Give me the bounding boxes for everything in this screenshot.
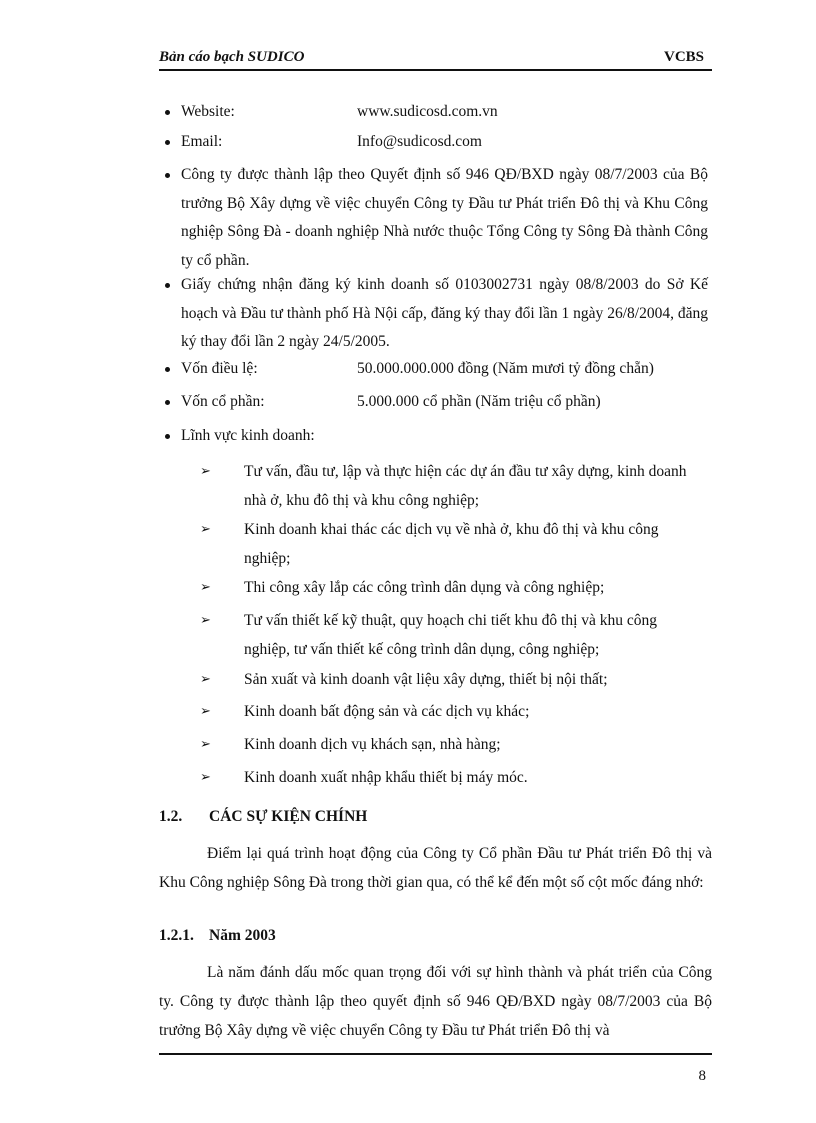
business-line-item (200, 573, 690, 602)
bullet-icon (165, 173, 170, 178)
email-value: Info@sudicosd.com (357, 133, 482, 150)
business-line-text: Tư vấn, đầu tư, lập và thực hiện các dự án đầu tư xây dựng, kinh doanh nhà ở, khu đô thị và khu công nghiệp; (244, 463, 687, 509)
bullet-icon (165, 140, 170, 145)
website-item (159, 98, 498, 127)
business-line-text: Kinh doanh dịch vụ khách sạn, nhà hàng; (244, 736, 501, 753)
bullet-icon (165, 110, 170, 115)
business-line-item (200, 515, 690, 573)
arrow-bullet-icon: ➢ (200, 672, 211, 687)
section-paragraph-text: Điểm lại quá trình hoạt động của Công ty Cổ phần Đầu tư Phát triển Đô thị và Khu Công nghiệp Sông Đà trong thời gian qua, có thể kể đến một số cột mốc đáng nhớ: (159, 845, 712, 891)
charter-capital-label: Vốn điều lệ: (181, 360, 258, 377)
section-number: 1.2. (159, 808, 183, 825)
arrow-bullet-icon: ➢ (200, 770, 211, 785)
business-line-item (200, 665, 690, 694)
bullet-icon (165, 400, 170, 405)
establishment-item (159, 161, 708, 275)
arrow-bullet-icon: ➢ (200, 464, 211, 479)
bullet-icon (165, 283, 170, 288)
business-line-text: Tư vấn thiết kế kỹ thuật, quy hoạch chi tiết khu đô thị và khu công nghiệp, tư vấn thiết kế công trình dân dụng, công nghiệp; (244, 612, 658, 658)
arrow-bullet-icon: ➢ (200, 580, 211, 595)
website-label: Website: (181, 103, 235, 120)
page-number: 8 (698, 1068, 706, 1084)
section-heading (159, 808, 367, 826)
business-line-item (200, 697, 690, 726)
business-line-item (200, 730, 690, 759)
business-lines-item (159, 422, 315, 451)
business-line-text: Kinh doanh khai thác các dịch vụ về nhà ở, khu đô thị và khu công nghiệp; (244, 521, 659, 567)
email-label: Email: (181, 133, 223, 150)
business-line-text: Sản xuất và kinh doanh vật liệu xây dựng, thiết bị nội thất; (244, 671, 608, 688)
page-header (159, 49, 712, 71)
charter-capital-item (159, 355, 654, 384)
subsection-heading (159, 927, 276, 945)
arrow-bullet-icon: ➢ (200, 704, 211, 719)
establishment-text: Công ty được thành lập theo Quyết định số 946 QĐ/BXD ngày 08/7/2003 của Bộ trưởng Bộ Xây dựng về việc chuyển Công ty Đầu tư Phát triển Đô thị và Khu Công nghiệp Sông Đà - doanh nghiệp Nhà nước thuộc Tổng Công ty Sông Đà thành Công ty cổ phần. (181, 166, 708, 269)
business-lines-label: Lĩnh vực kinh doanh: (181, 427, 315, 444)
arrow-bullet-icon: ➢ (200, 613, 211, 628)
business-license-text: Giấy chứng nhận đăng ký kinh doanh số 0103002731 ngày 08/8/2003 do Sở Kế hoạch và Đầu tư thành phố Hà Nội cấp, đăng ký thay đổi lần 1 ngày 26/8/2004, đăng ký thay đổi lần 2 ngày 24/5/2005. (181, 276, 708, 350)
bullet-icon (165, 367, 170, 372)
share-capital-value: 5.000.000 cổ phần (Năm triệu cổ phần) (357, 393, 601, 410)
arrow-bullet-icon: ➢ (200, 737, 211, 752)
subsection-paragraph-text: Là năm đánh dấu mốc quan trọng đối với sự hình thành và phát triển của Công ty. Công ty được thành lập theo quyết định số 946 QĐ/BXD ngày 08/7/2003 của Bộ trưởng Bộ Xây dựng về việc chuyển Công ty Đầu tư Phát triển Đô thị và (159, 964, 712, 1039)
business-line-item (200, 457, 690, 515)
subsection-number: 1.2.1. (159, 927, 194, 944)
business-line-item (200, 763, 690, 792)
business-license-item (159, 271, 708, 357)
document-title: Bản cáo bạch SUDICO (159, 49, 305, 65)
share-capital-label: Vốn cổ phần: (181, 393, 265, 410)
share-capital-item (159, 388, 601, 417)
email-item (159, 128, 482, 157)
subsection-title: Năm 2003 (209, 927, 276, 944)
bullet-icon (165, 434, 170, 439)
section-paragraph (159, 839, 712, 897)
publisher-name: VCBS (663, 49, 704, 65)
business-line-item (200, 606, 690, 664)
business-line-text: Kinh doanh bất động sản và các dịch vụ khác; (244, 703, 530, 720)
arrow-bullet-icon: ➢ (200, 522, 211, 537)
section-title: CÁC SỰ KIỆN CHÍNH (209, 808, 368, 825)
business-line-text: Thi công xây lắp các công trình dân dụng và công nghiệp; (244, 579, 605, 596)
footer-divider (159, 1053, 712, 1055)
subsection-paragraph (159, 958, 712, 1045)
website-value: www.sudicosd.com.vn (357, 103, 498, 120)
charter-capital-value: 50.000.000.000 đồng (Năm mươi tỷ đồng chẵn) (357, 360, 654, 377)
business-line-text: Kinh doanh xuất nhập khẩu thiết bị máy móc. (244, 769, 528, 786)
